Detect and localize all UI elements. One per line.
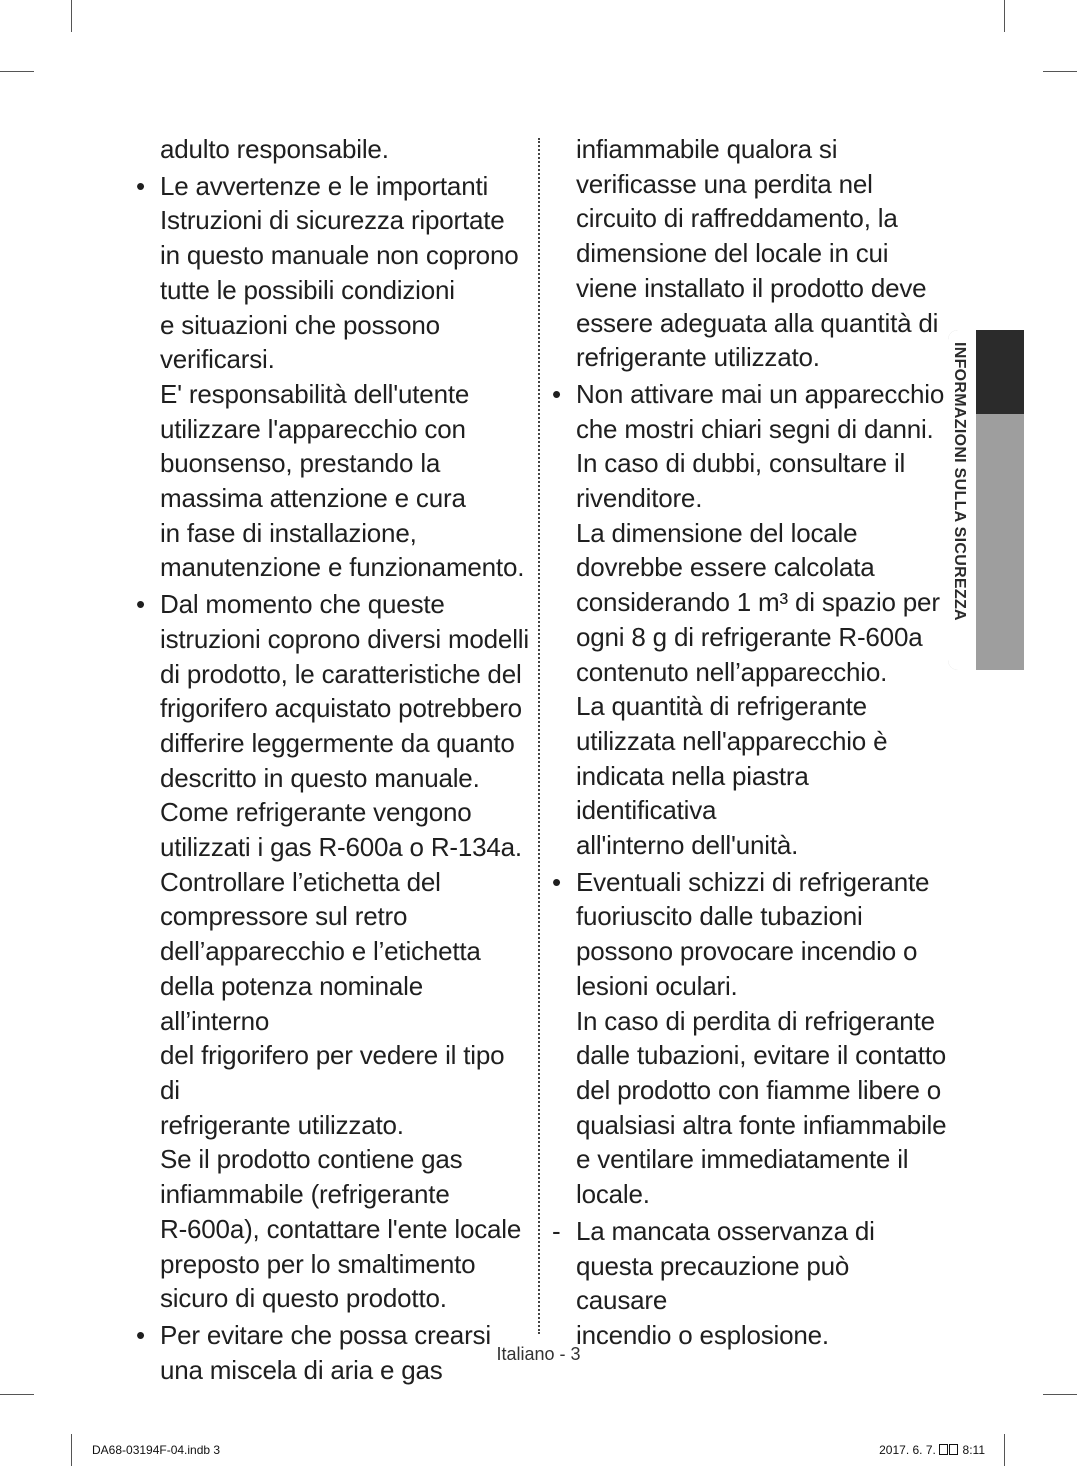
text-line: una miscela di aria e gas xyxy=(160,1354,443,1385)
bullet-item xyxy=(552,377,947,863)
text-line: dell’apparecchio e l’etichetta xyxy=(160,936,481,967)
crop-mark xyxy=(71,0,72,32)
crop-mark xyxy=(1004,1434,1005,1466)
bullet-icon: • xyxy=(552,866,561,897)
text-line: In caso di perdita di refrigerante xyxy=(576,1005,935,1036)
footer-timestamp xyxy=(879,1443,985,1457)
text-line: rivenditore. xyxy=(576,483,703,514)
continued-paragraph xyxy=(552,132,947,375)
text-line: istruzioni coprono diversi modelli xyxy=(160,623,529,654)
text-line: La dimensione del locale xyxy=(576,517,858,548)
text-line: Dal momento che queste xyxy=(160,589,445,620)
bullet-item xyxy=(136,587,531,1316)
bullet-icon: • xyxy=(136,1319,145,1350)
text-line: frigorifero acquistato potrebbero xyxy=(160,693,522,724)
text-line: refrigerante utilizzato. xyxy=(160,1109,404,1140)
bullet-icon: • xyxy=(552,378,561,409)
text-line: E' responsabilità dell'utente xyxy=(160,378,470,409)
dash-marker: - xyxy=(552,1215,561,1246)
bullet-item xyxy=(552,865,947,1212)
text-line: che mostri chiari segni di danni. xyxy=(576,413,934,444)
text-line: e ventilare immediatamente il xyxy=(576,1144,909,1175)
text-line: tutte le possibili condizioni xyxy=(160,274,455,305)
text-line: In caso di dubbi, consultare il xyxy=(576,448,906,479)
text-line: indicata nella piastra identificativa xyxy=(576,760,809,826)
text-line: dovrebbe essere calcolata xyxy=(576,552,875,583)
text-line: ogni 8 g di refrigerante R-600a xyxy=(576,621,923,652)
crop-mark xyxy=(0,71,34,72)
text-line: Eventuali schizzi di refrigerante xyxy=(576,866,930,897)
text-line: utilizzati i gas R-600a o R-134a. xyxy=(160,832,522,863)
text-line: fuoriuscito dalle tubazioni xyxy=(576,901,863,932)
text-line: della potenza nominale all’interno xyxy=(160,970,424,1036)
text-line: La quantità di refrigerante xyxy=(576,691,867,722)
text-line: refrigerante utilizzato. xyxy=(576,342,820,373)
text-line: di prodotto, le caratteristiche del xyxy=(160,658,522,689)
footer-file-name: DA68-03194F-04.indb 3 xyxy=(92,1443,221,1457)
footer-time: 8:11 xyxy=(962,1443,985,1457)
text-line: Controllare l’etichetta del xyxy=(160,866,441,897)
text-line: circuito di raffreddamento, la xyxy=(576,203,898,234)
placeholder-glyph-icon xyxy=(939,1443,959,1457)
text-line: e situazioni che possono xyxy=(160,309,440,340)
text-line: qualsiasi altra fonte infiammabile xyxy=(576,1109,947,1140)
text-line: Se il prodotto contiene gas xyxy=(160,1144,463,1175)
text-line: Per evitare che possa crearsi xyxy=(160,1319,491,1350)
text-line: verificarsi. xyxy=(160,344,275,375)
text-line: Come refrigerante vengono xyxy=(160,797,472,828)
text-line: adulto responsabile. xyxy=(160,134,389,164)
text-line: locale. xyxy=(576,1179,650,1210)
side-tab-label: INFORMAZIONI SULLA SICUREZZA xyxy=(951,342,968,621)
text-line: dimensione del locale in cui xyxy=(576,238,889,269)
crop-mark xyxy=(1043,1394,1077,1395)
bullet-icon: • xyxy=(136,589,145,620)
text-line: possono provocare incendio o xyxy=(576,936,918,967)
text-line: dalle tubazioni, evitare il contatto xyxy=(576,1040,947,1071)
footer-date: 2017. 6. 7. xyxy=(879,1443,936,1457)
text-line: lesioni oculari. xyxy=(576,970,738,1001)
dash-item xyxy=(552,1214,947,1353)
text-line: infiammabile qualora si xyxy=(576,134,838,164)
text-line: all'interno dell'unità. xyxy=(576,830,799,861)
text-line: manutenzione e funzionamento. xyxy=(160,552,525,583)
crop-mark xyxy=(1004,0,1005,32)
text-line: viene installato il prodotto deve xyxy=(576,272,927,303)
text-line: Istruzioni di sicurezza riportate xyxy=(160,205,505,236)
page-number: Italiano - 3 xyxy=(496,1344,581,1364)
text-line: infiammabile (refrigerante xyxy=(160,1179,450,1210)
text-line: incendio o esplosione. xyxy=(576,1319,829,1350)
text-line: del frigorifero per vedere il tipo di xyxy=(160,1040,505,1105)
crop-mark xyxy=(1043,71,1077,72)
text-line: in questo manuale non coprono xyxy=(160,240,519,271)
text-line: questa precauzione può causare xyxy=(576,1250,850,1316)
text-line: differire leggermente da quanto xyxy=(160,727,515,758)
text-line: in fase di installazione, xyxy=(160,517,417,548)
continued-paragraph xyxy=(136,132,531,167)
left-column xyxy=(136,132,531,1387)
bullet-icon: • xyxy=(136,170,145,201)
text-line: verificasse una perdita nel xyxy=(576,168,873,199)
text-line: compressore sul retro xyxy=(160,901,408,932)
column-divider xyxy=(538,138,540,1334)
text-line: sicuro di questo prodotto. xyxy=(160,1283,447,1314)
text-line: considerando 1 m³ di spazio per xyxy=(576,587,940,618)
text-line: massima attenzione e cura xyxy=(160,483,466,514)
text-line: R-600a), contattare l'ente locale xyxy=(160,1213,522,1244)
text-line: del prodotto con fiamme libere o xyxy=(576,1074,942,1105)
text-line: Le avvertenze e le importanti xyxy=(160,170,489,201)
text-line: buonsenso, prestando la xyxy=(160,448,441,479)
text-line: preposto per lo smaltimento xyxy=(160,1248,476,1279)
text-line: utilizzare l'apparecchio con xyxy=(160,413,466,444)
right-column xyxy=(552,132,947,1353)
bullet-item xyxy=(136,169,531,585)
text-line: utilizzata nell'apparecchio è xyxy=(576,725,888,756)
text-line: Non attivare mai un apparecchio xyxy=(576,378,945,409)
text-line: essere adeguata alla quantità di xyxy=(576,307,939,338)
crop-mark xyxy=(0,1394,34,1395)
text-line: descritto in questo manuale. xyxy=(160,762,480,793)
crop-mark xyxy=(71,1434,72,1466)
text-line: contenuto nell’apparecchio. xyxy=(576,656,888,687)
side-tab-dark-block xyxy=(976,330,1024,414)
text-line: La mancata osservanza di xyxy=(576,1215,875,1246)
